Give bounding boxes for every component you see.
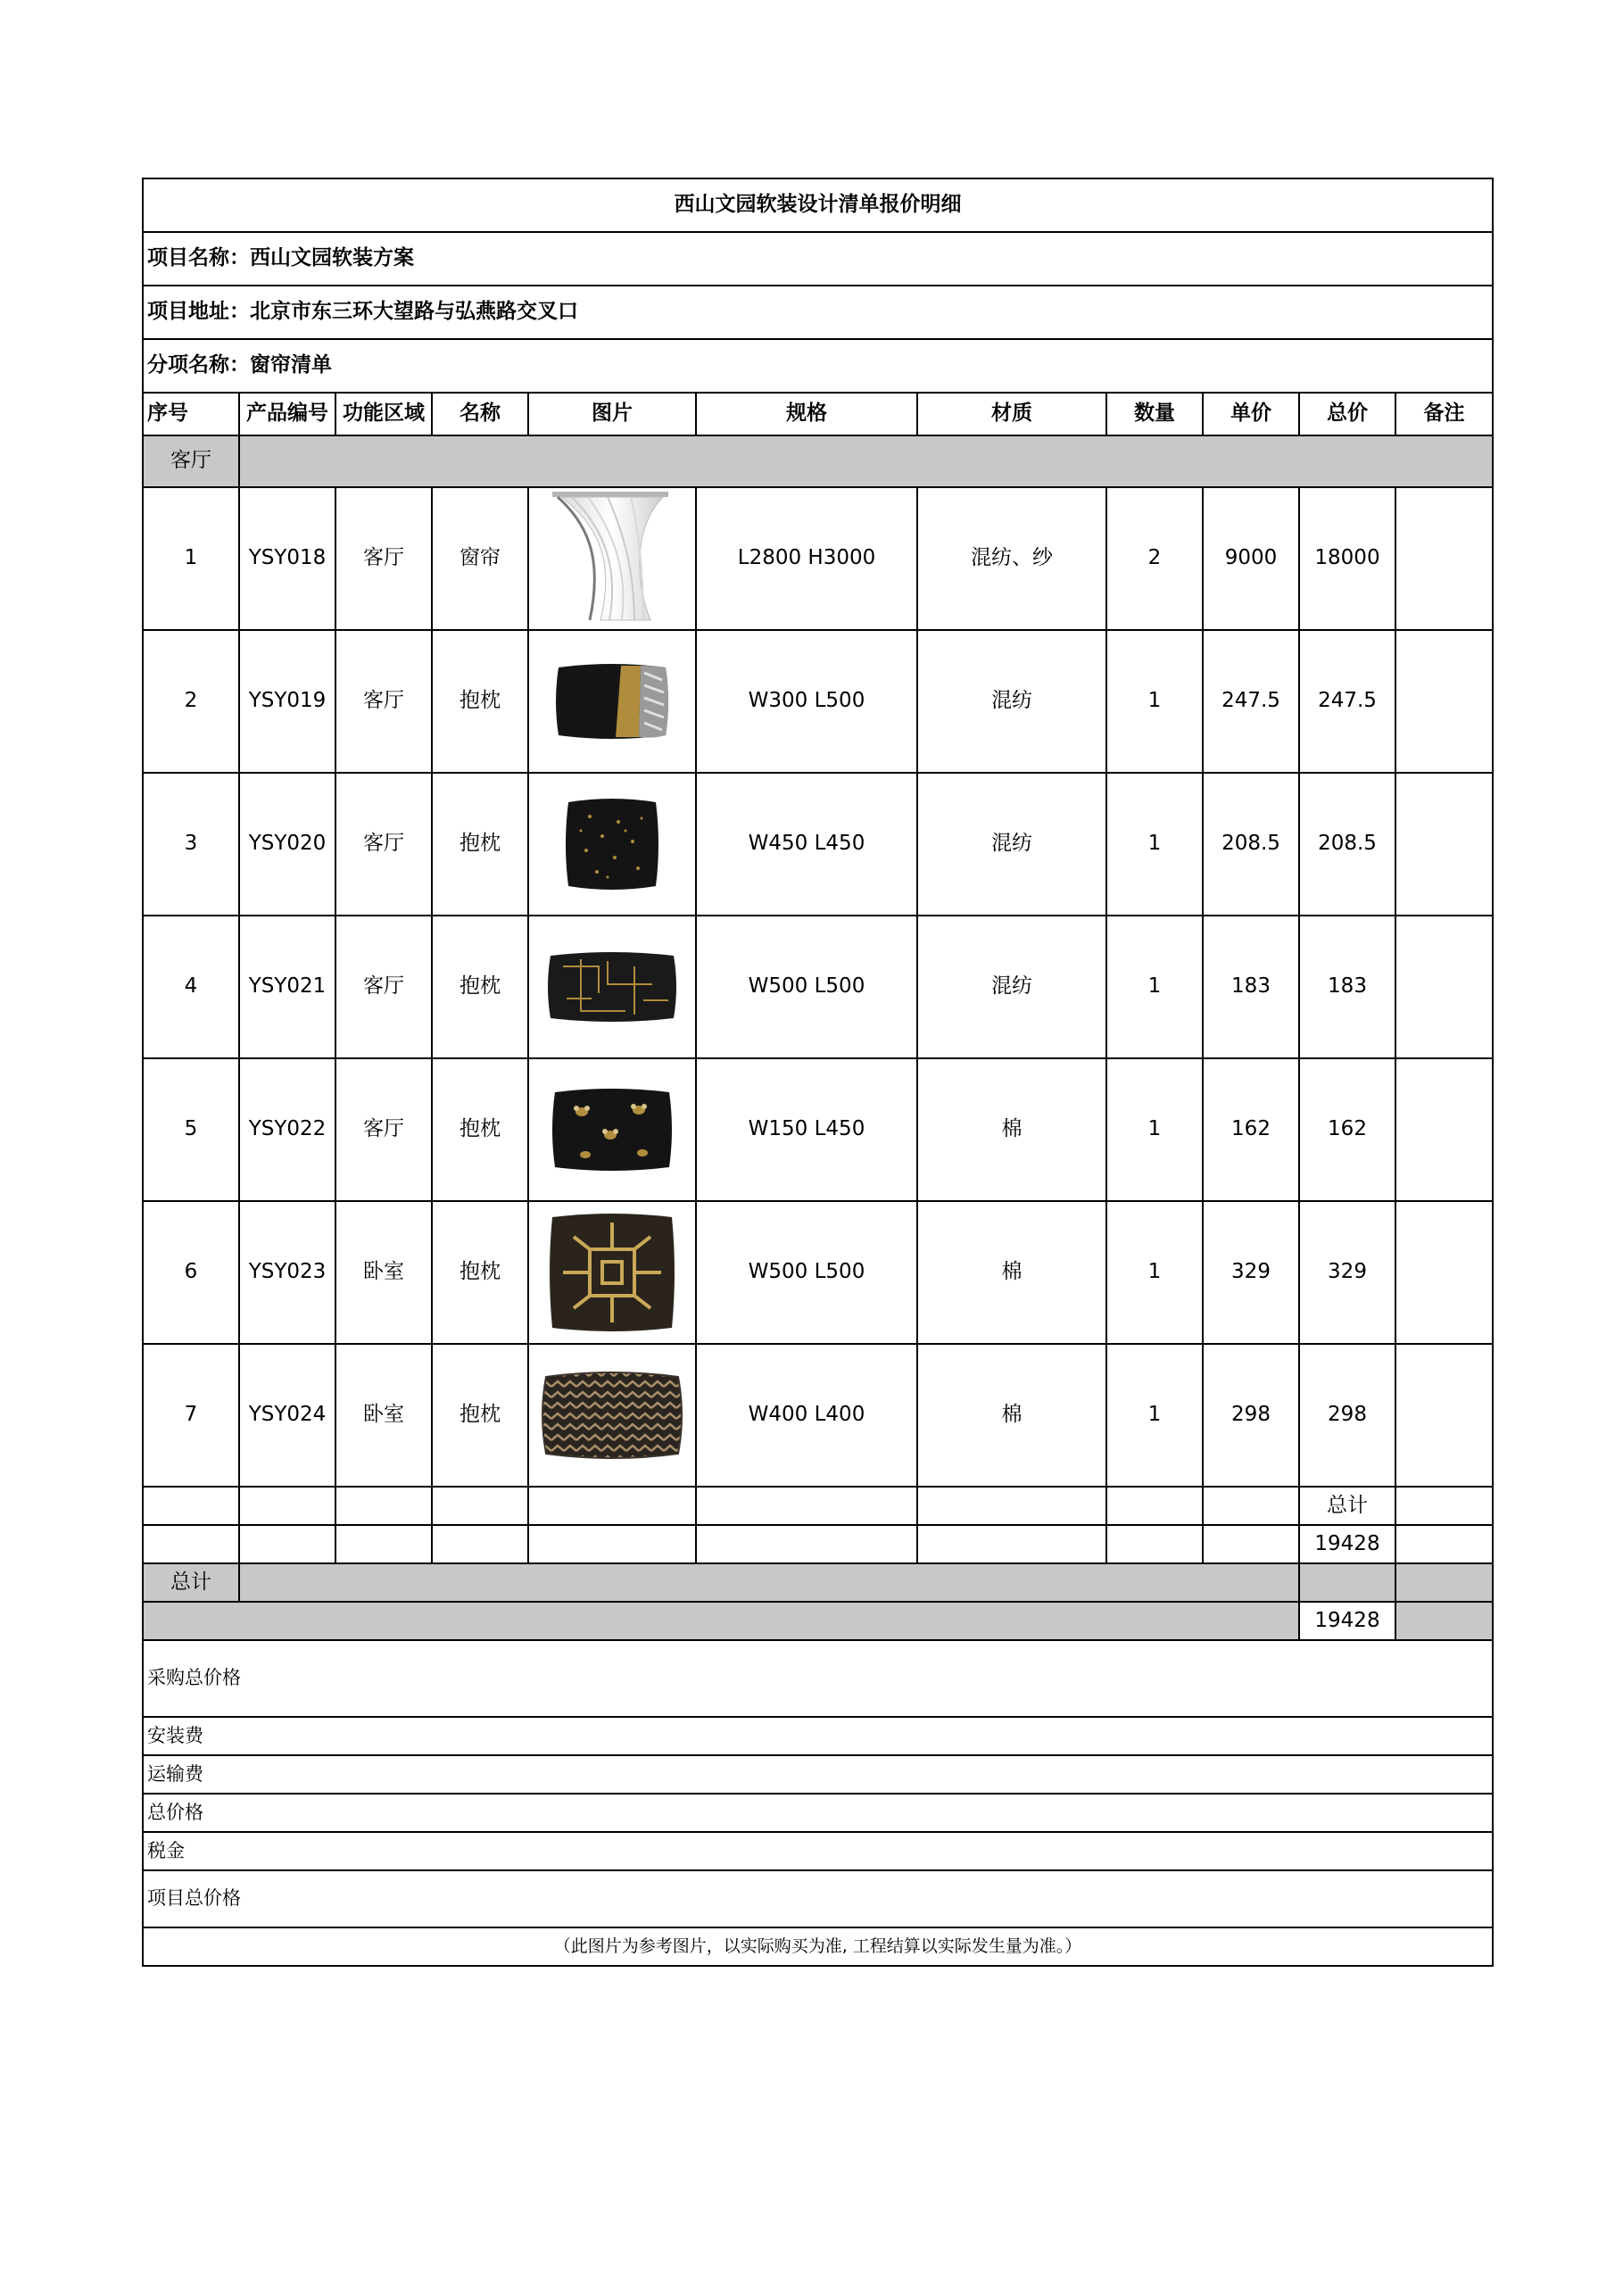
quotation-table (142, 178, 1494, 1967)
sheet-title: 西山文园软装设计清单报价明细 (143, 178, 1493, 232)
cell-spec: W500 L500 (696, 916, 917, 1058)
cell-remark (1395, 916, 1493, 1058)
cell-qty: 2 (1106, 487, 1203, 630)
project-total-label: 项目总价格 (143, 1870, 1493, 1927)
cell-total: 208.5 (1299, 773, 1395, 916)
cell-material: 混纺 (917, 630, 1106, 773)
cell-unit-price: 298 (1203, 1344, 1299, 1487)
cell-name: 抱枕 (432, 916, 528, 1058)
grand-total-label: 总计 (143, 1563, 239, 1602)
pillow-black-gold-lines-image (528, 916, 696, 1058)
cell-code: YSY020 (239, 773, 335, 916)
cell-material: 混纺 (917, 916, 1106, 1058)
cell-code: YSY024 (239, 1344, 335, 1487)
pillow-chevron-image (528, 1344, 696, 1487)
cell-name: 窗帘 (432, 487, 528, 630)
cell-qty: 1 (1106, 916, 1203, 1058)
cell-name: 抱枕 (432, 1201, 528, 1344)
cell-qty: 1 (1106, 1201, 1203, 1344)
cell-area: 客厅 (335, 773, 432, 916)
cell-total: 183 (1299, 916, 1395, 1058)
header-qty: 数量 (1106, 393, 1203, 435)
subtotal-value: 19428 (1299, 1525, 1395, 1563)
cell-total: 162 (1299, 1058, 1395, 1201)
cell-remark (1395, 487, 1493, 630)
reference-note: （此图片为参考图片，以实际购买为准, 工程结算以实际发生量为准。） (143, 1927, 1493, 1966)
header-seq: 序号 (143, 393, 239, 435)
section-band (239, 435, 1493, 487)
curtain-image (528, 487, 696, 630)
cell-spec: L2800 H3000 (696, 487, 917, 630)
cell-code: YSY022 (239, 1058, 335, 1201)
pillow-black-speckle-image (528, 773, 696, 916)
cell-code: YSY018 (239, 487, 335, 630)
cell-seq: 7 (143, 1344, 239, 1487)
cell-material: 棉 (917, 1058, 1106, 1201)
header-material: 材质 (917, 393, 1106, 435)
tax-label: 税金 (143, 1832, 1493, 1870)
table-row (143, 1058, 1493, 1201)
cell-material: 混纺、纱 (917, 487, 1106, 630)
cell-spec: W150 L450 (696, 1058, 917, 1201)
cell-material: 混纺 (917, 773, 1106, 916)
cell-remark (1395, 1058, 1493, 1201)
cell-seq: 1 (143, 487, 239, 630)
cell-area: 卧室 (335, 1344, 432, 1487)
sub-item-name: 分项名称：窗帘清单 (143, 339, 1493, 393)
table-row (143, 630, 1493, 773)
cell-material: 棉 (917, 1344, 1106, 1487)
cell-seq: 5 (143, 1058, 239, 1201)
cell-spec: W300 L500 (696, 630, 917, 773)
subtotal-label: 总计 (1299, 1487, 1395, 1525)
cell-remark (1395, 773, 1493, 916)
table-row (143, 1201, 1493, 1344)
cell-qty: 1 (1106, 1058, 1203, 1201)
project-name: 项目名称：西山文园软装方案 (143, 232, 1493, 286)
purchase-total-label: 采购总价格 (143, 1640, 1493, 1717)
pillow-geometric-image (528, 1201, 696, 1344)
cell-name: 抱枕 (432, 773, 528, 916)
cell-code: YSY021 (239, 916, 335, 1058)
cell-qty: 1 (1106, 630, 1203, 773)
cell-total: 298 (1299, 1344, 1395, 1487)
cell-name: 抱枕 (432, 1344, 528, 1487)
cell-total: 329 (1299, 1201, 1395, 1344)
header-total: 总价 (1299, 393, 1395, 435)
grand-total-value: 19428 (1299, 1602, 1395, 1640)
header-image: 图片 (528, 393, 696, 435)
cell-seq: 4 (143, 916, 239, 1058)
cell-spec: W400 L400 (696, 1344, 917, 1487)
cell-name: 抱枕 (432, 630, 528, 773)
cell-area: 客厅 (335, 916, 432, 1058)
cell-unit-price: 329 (1203, 1201, 1299, 1344)
table-row (143, 1344, 1493, 1487)
section-label: 客厅 (143, 435, 239, 487)
cell-remark (1395, 630, 1493, 773)
cell-remark (1395, 1201, 1493, 1344)
cell-area: 卧室 (335, 1201, 432, 1344)
cell-code: YSY019 (239, 630, 335, 773)
cell-area: 客厅 (335, 630, 432, 773)
cell-area: 客厅 (335, 1058, 432, 1201)
cell-spec: W500 L500 (696, 1201, 917, 1344)
header-spec: 规格 (696, 393, 917, 435)
cell-name: 抱枕 (432, 1058, 528, 1201)
cell-unit-price: 9000 (1203, 487, 1299, 630)
cell-code: YSY023 (239, 1201, 335, 1344)
table-row (143, 487, 1493, 630)
install-fee-label: 安装费 (143, 1717, 1493, 1755)
header-remark: 备注 (1395, 393, 1493, 435)
cell-remark (1395, 1344, 1493, 1487)
total-price-label: 总价格 (143, 1794, 1493, 1832)
cell-spec: W450 L450 (696, 773, 917, 916)
cell-area: 客厅 (335, 487, 432, 630)
header-unit-price: 单价 (1203, 393, 1299, 435)
table-row (143, 773, 1493, 916)
cell-unit-price: 247.5 (1203, 630, 1299, 773)
cell-total: 247.5 (1299, 630, 1395, 773)
cell-total: 18000 (1299, 487, 1395, 630)
cell-seq: 6 (143, 1201, 239, 1344)
project-address: 项目地址：北京市东三环大望路与弘燕路交叉口 (143, 286, 1493, 339)
cell-seq: 3 (143, 773, 239, 916)
cell-seq: 2 (143, 630, 239, 773)
cell-unit-price: 183 (1203, 916, 1299, 1058)
cell-unit-price: 162 (1203, 1058, 1299, 1201)
cell-unit-price: 208.5 (1203, 773, 1299, 916)
pillow-black-gold-stripe-image (528, 630, 696, 773)
header-area: 功能区域 (335, 393, 432, 435)
header-name: 名称 (432, 393, 528, 435)
header-code: 产品编号 (239, 393, 335, 435)
pillow-bee-image (528, 1058, 696, 1201)
table-row (143, 916, 1493, 1058)
cell-material: 棉 (917, 1201, 1106, 1344)
cell-qty: 1 (1106, 1344, 1203, 1487)
shipping-fee-label: 运输费 (143, 1755, 1493, 1794)
cell-qty: 1 (1106, 773, 1203, 916)
